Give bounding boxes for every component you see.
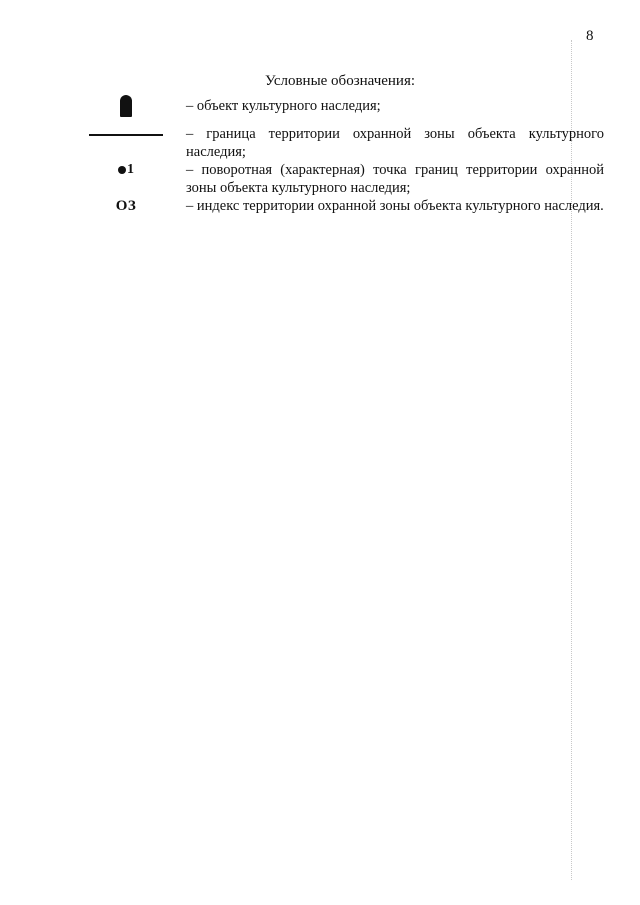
legend-description: – граница территории охранной зоны объекта культурного наследия; [186,126,604,160]
boundary-line-icon [89,134,163,136]
heritage-object-marker-icon [120,95,132,117]
turning-point-icon [118,162,134,178]
turning-point-number: 1 [127,162,134,177]
legend-symbol-cell [85,95,167,117]
legend-symbol-cell [85,125,167,136]
legend-description: – индекс территории охранной зоны объекта культурного наследия. [186,198,604,214]
legend-title: Условные обозначения: [265,73,416,89]
legend-description: – объект культурного наследия; [186,98,381,114]
legend-symbol-cell [85,198,167,215]
legend-symbol-cell [85,162,167,178]
page-number: 8 [586,28,594,44]
turning-point-dot [118,166,126,174]
legend-description: – поворотная (характерная) точка границ территории охранной зоны объекта культурного наследия; [186,162,604,196]
zone-index-label: ОЗ [115,198,137,214]
